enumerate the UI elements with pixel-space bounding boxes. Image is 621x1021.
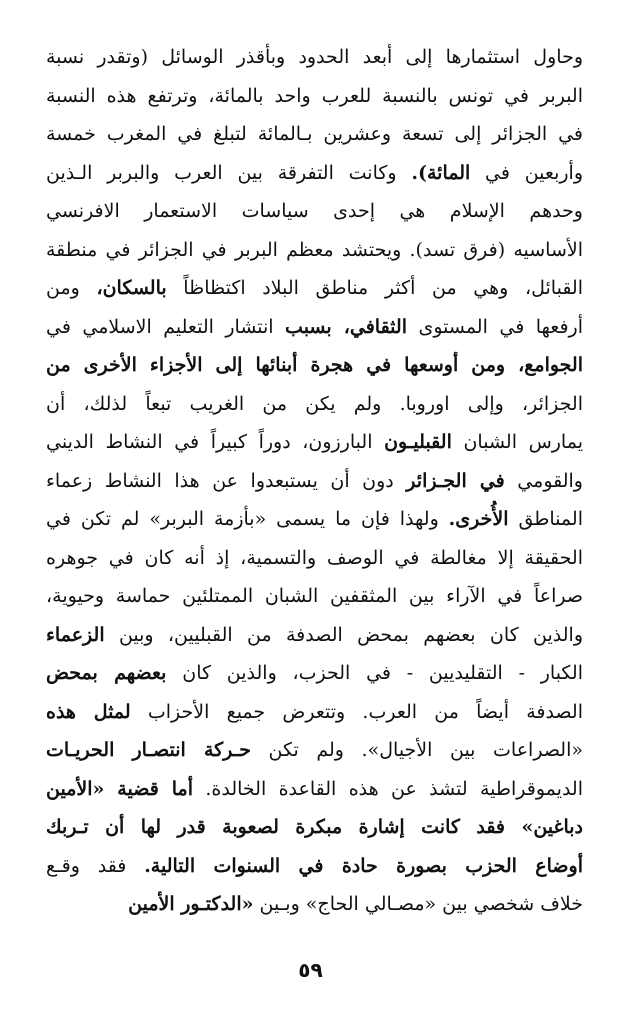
text-segment: والقومي — [504, 469, 583, 492]
text-segment: الصدفة أيضاً من العرب. وتتعرض جميع الأحزاب — [130, 700, 583, 723]
text-line — [46, 192, 583, 231]
text-segment: في الجزائر إلى تسعة وعشرين بـالمائة لتبلغ في المغرب خمسة — [46, 123, 583, 145]
bold-text-segment: الأُخرى. — [448, 508, 509, 530]
text-segment: وحدهم الإسلام هي إحدى سياسات الاستعمار الافرنسي — [46, 200, 583, 222]
bold-text-segment: أما قضية «الأمين — [46, 777, 193, 800]
text-line — [46, 847, 583, 886]
text-line — [46, 731, 583, 770]
page-number: ٥٩ — [298, 958, 323, 982]
text-segment: دون أن يستبعدوا عن هذا النشاط زعماء — [46, 469, 407, 492]
text-segment: صراعاً في الآراء بين المثقفين الشبان الممتلئين حماسة وحيوية، — [46, 585, 583, 607]
text-line — [46, 269, 583, 308]
bold-text-segment: بالسكان، — [96, 277, 167, 299]
text-segment: البارزون، دوراً كبيراً في النشاط الديني — [46, 431, 385, 453]
text-segment: وأربعين في — [470, 161, 583, 184]
text-segment: المناطق — [508, 508, 583, 530]
bold-text-segment: المائة). — [411, 161, 471, 184]
text-segment: والذين كان بعضهم بمحض الصدفة من القبليين، وبين — [104, 623, 583, 646]
text-segment: القبائل، وهي من أكثر مناطق البلاد اكتظاظاً — [166, 277, 583, 299]
text-line — [46, 308, 583, 347]
text-line — [46, 423, 583, 462]
text-line — [46, 462, 583, 501]
bold-text-segment: القبليـون — [384, 431, 452, 453]
body-text — [46, 38, 583, 924]
bold-text-segment: أوضاع الحزب بصورة حادة في السنوات التالية. — [144, 854, 583, 877]
text-line — [46, 500, 583, 539]
text-segment: ولهذا فإن ما يسمى «بأزمة البربر» لم تكن في — [46, 508, 449, 530]
text-line — [46, 38, 583, 77]
text-segment: الحقيقة إلا مغالطة في الوصف والتسمية، إذ أنه كان في جوهره — [46, 546, 583, 569]
text-line — [46, 577, 583, 616]
text-segment: أرفعها في المستوى — [406, 315, 583, 338]
text-segment: الجزائر، وإلى اوروبا. ولم يكن من الغريب تبعاً لذلك، أن — [46, 392, 583, 415]
text-segment: انتشار التعليم الاسلامي في — [46, 315, 286, 338]
text-line — [46, 231, 583, 270]
text-segment: الديموقراطية لتشذ عن هذه القاعدة الخالدة. — [192, 777, 583, 800]
text-line — [46, 770, 583, 809]
bold-text-segment: دباغين» فقد كانت إشارة مبكرة لصعوبة قدر لها أن تـربك — [46, 816, 583, 838]
text-line — [46, 115, 583, 154]
text-line — [46, 154, 583, 193]
text-line — [46, 539, 583, 578]
text-line — [46, 77, 583, 116]
bold-text-segment: بعضهم بمحض — [46, 662, 167, 684]
bold-text-segment: «الدكتـور الأمين — [128, 893, 254, 915]
text-segment: فقد وقـع — [46, 854, 145, 877]
text-segment: «الصراعات بين الأجيال». ولم تكن — [250, 739, 583, 761]
text-line — [46, 693, 583, 732]
text-segment: البربر في تونس بالنسبة للعرب واحد بالمائة، وترتفع هذه النسبة — [46, 84, 583, 107]
text-line — [46, 616, 583, 655]
text-segment: وكانت التفرقة بين العرب والبربر الـذين — [46, 161, 412, 184]
text-segment: ومن — [46, 277, 97, 299]
text-segment: خلاف شخصي بين «مصـالي الحاج» وبـين — [253, 893, 583, 915]
text-line — [46, 808, 583, 847]
bold-text-segment: حـركة انتصـار الحريـات — [46, 739, 251, 761]
bold-text-segment: الثقافي، بسبب — [285, 315, 407, 338]
text-line — [46, 346, 583, 385]
bold-text-segment: في الجـزائر — [406, 469, 505, 492]
bold-text-segment: الزعماء — [46, 623, 105, 646]
bold-text-segment: لمثل هذه — [46, 700, 131, 723]
text-segment: يمارس الشبان — [451, 431, 583, 453]
text-segment: الكبار - التقليديين - في الحزب، والذين كان — [166, 662, 583, 684]
text-line — [46, 654, 583, 693]
text-segment: وحاول استثمارها إلى أبعد الحدود وبأقذر الوسائل (وتقدر نسبة — [46, 46, 583, 68]
text-line — [46, 885, 583, 924]
bold-text-segment: الجوامع، ومن أوسعها في هجرة أبنائها إلى الأجزاء الأخرى من — [46, 354, 583, 376]
text-segment: الأساسيه (فرق تسد). ويحتشد معظم البربر في الجزائر في منطقة — [46, 238, 583, 261]
text-line — [46, 385, 583, 424]
